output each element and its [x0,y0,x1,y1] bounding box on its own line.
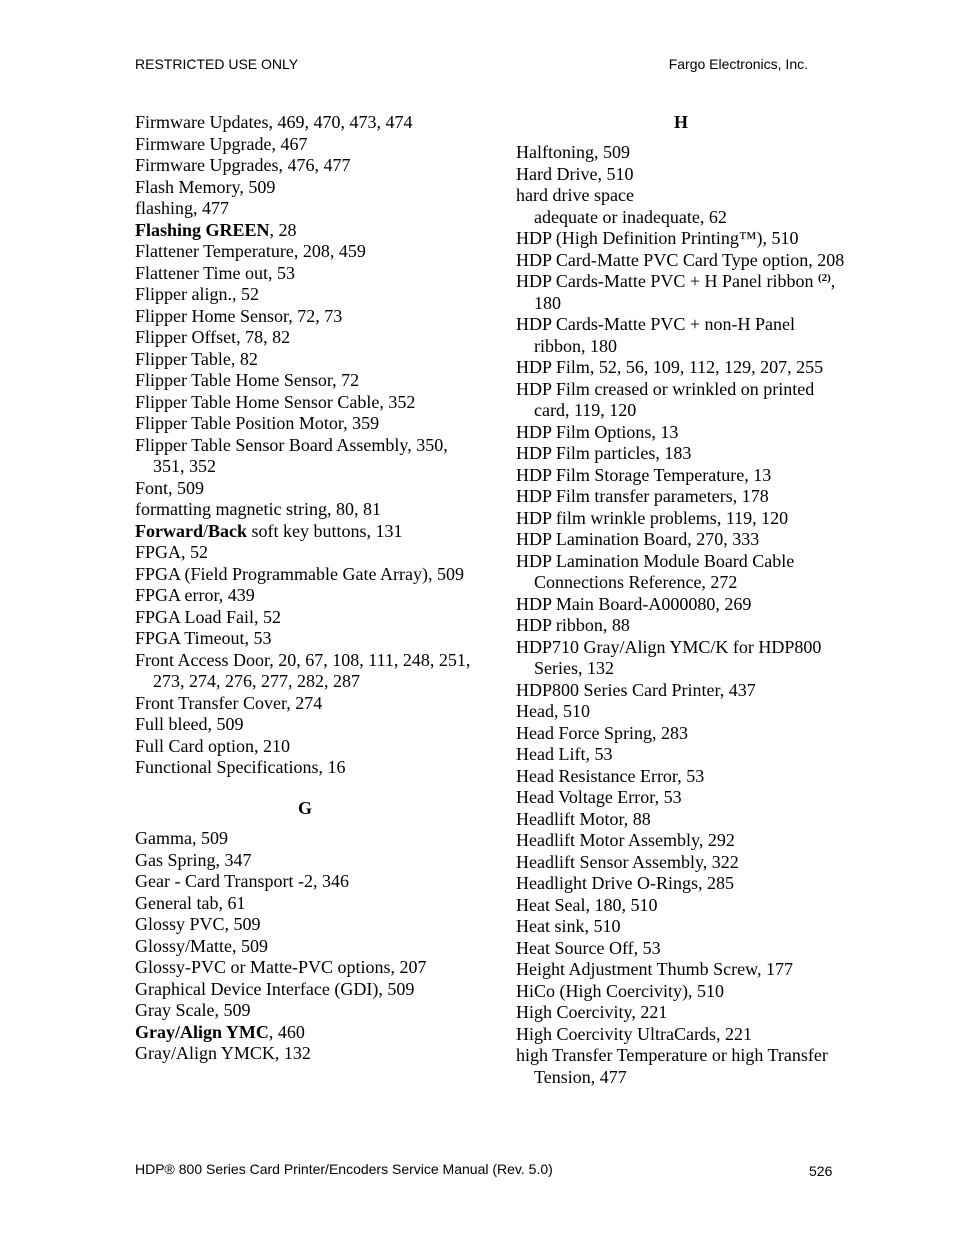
header-right: Fargo Electronics, Inc. [668,56,808,72]
index-entry: Flipper Table, 82 [135,348,258,369]
index-entry: Flipper Table Sensor Board Assembly, 350, 351, 352 [135,434,448,476]
index-entry: Head Resistance Error, 53 [516,765,705,786]
index-entry: Flattener Time out, 53 [135,262,296,283]
index-entry: Front Access Door, 20, 67, 108, 111, 248, 251, 273, 274, 276, 277, 282, 287 [135,649,471,691]
index-entry: Heat Seal, 180, 510 [516,894,658,915]
index-column-left [135,112,475,1065]
index-entry: HDP Film transfer parameters, 178 [516,486,769,506]
index-entry: Hard Drive, 510 [516,163,634,184]
index-entry: FPGA error, 439 [135,585,255,605]
index-entry: HDP Film Options, 13 [516,421,679,442]
index-entry: Full bleed, 509 [135,714,244,734]
entries-h2 [516,228,846,271]
index-entry: Heat sink, 510 [516,916,621,936]
index-entry: FPGA Load Fail, 52 [135,606,282,627]
index-entry: HDP Film Storage Temperature, 13 [516,464,772,485]
index-entry: HiCo (High Coercivity), 510 [516,980,724,1001]
index-entry: Head Voltage Error, 53 [516,787,682,807]
index-entry: Firmware Upgrade, 467 [135,133,308,154]
section-heading-h: H [673,112,688,132]
index-entry: flashing, 477 [135,198,229,218]
index-entry [135,1022,475,1044]
index-entry: HDP Card-Matte PVC Card Type option, 208 [516,249,845,270]
index-entry: FPGA Timeout, 53 [135,628,272,648]
entries-h3 [516,314,846,1088]
footer-title: HDP® 800 Series Card Printer/Encoders Service Manual (Rev. 5.0) [135,1161,553,1177]
index-entry: Gray/Align YMCK, 132 [135,1043,311,1063]
index-entry: Flattener Temperature, 208, 459 [135,241,366,261]
index-entry: Gray Scale, 509 [135,1000,251,1020]
entry-pages: soft key buttons, 131 [247,520,403,541]
bold-term: Forward [135,520,203,541]
index-entry: Gamma, 509 [135,828,228,848]
index-entry: Functional Specifications, 16 [135,757,346,777]
index-entry: Head Lift, 53 [516,744,613,764]
index-entry: Headlift Motor, 88 [516,808,651,829]
index-entry: HDP Lamination Module Board Cable Connections Reference, 272 [516,550,795,592]
index-entry: Gear - Card Transport -2, 346 [135,871,349,891]
index-entry: Font, 509 [135,477,205,498]
index-entry: High Coercivity, 221 [516,1002,668,1022]
section-heading-g: G [297,798,312,818]
separator: / [202,520,208,541]
index-entry: HDP800 Series Card Printer, 437 [516,679,756,700]
index-entry: Flash Memory, 509 [135,176,276,197]
index-entry: Head Force Spring, 283 [516,722,688,743]
index-entry: Graphical Device Interface (GDI), 509 [135,978,415,999]
index-entry: HDP710 Gray/Align YMC/K for HDP800 Series, 132 [516,636,822,678]
entries-g [135,828,475,1022]
footer-page-number: 526 [809,1163,833,1179]
index-entry: Head, 510 [516,701,590,721]
entry-term: HDP Cards-Matte PVC + H Panel ribbon [516,271,814,291]
index-entry: General tab, 61 [135,892,246,913]
index-entry: Height Adjustment Thumb Screw, 177 [516,959,793,979]
index-entry: hard drive space [516,185,634,205]
index-entry: Glossy-PVC or Matte-PVC options, 207 [135,957,427,977]
index-entry: formatting magnetic string, 80, 81 [135,499,381,519]
index-sub-entry: adequate or inadequate, 62 [534,206,727,227]
superscript-note: (2) [817,272,831,284]
index-entry: HDP Film, 52, 56, 109, 112, 129, 207, 255 [516,357,824,377]
index-entry: HDP Main Board-A000080, 269 [516,593,752,614]
entries-h1 [516,142,846,207]
entries-g2 [135,1043,475,1065]
index-entry: FPGA (Field Programmable Gate Array), 509 [135,563,464,584]
index-entry: Flipper Offset, 78, 82 [135,327,291,347]
bold-term: Flashing GREEN [135,219,270,240]
index-entry: HDP Film creased or wrinkled on printed card, 119, 120 [516,378,815,420]
index-entry: High Coercivity UltraCards, 221 [516,1023,752,1044]
index-entry: HDP ribbon, 88 [516,615,630,635]
entry-pages: , 28 [269,219,297,240]
index-entry: FPGA, 52 [135,542,209,562]
index-entry: Flipper Home Sensor, 72, 73 [135,305,343,326]
index-entry: Glossy PVC, 509 [135,914,261,934]
entries-f2 [135,241,475,521]
index-entry: Heat Source Off, 53 [516,937,661,958]
index-entry: Glossy/Matte, 509 [135,935,268,956]
index-entry: HDP film wrinkle problems, 119, 120 [516,507,789,528]
index-entry: HDP Cards-Matte PVC + non-H Panel ribbon, 180 [516,314,795,356]
bold-term: Back [208,520,248,541]
index-entry: Firmware Upgrades, 476, 477 [135,155,351,175]
index-entry: Flipper align., 52 [135,284,259,304]
entries-f3 [135,542,475,779]
index-entry: Headlift Sensor Assembly, 322 [516,851,739,872]
index-entry: Flipper Table Home Sensor, 72 [135,370,360,390]
index-entry: Headlight Drive O-Rings, 285 [516,873,734,893]
index-entry: Flipper Table Position Motor, 359 [135,413,380,433]
header-left: RESTRICTED USE ONLY [135,56,299,72]
index-entry: HDP (High Definition Printing™), 510 [516,228,799,248]
entry-pages: , 460 [268,1021,305,1042]
index-column-right [516,112,846,1088]
index-entry: Headlift Motor Assembly, 292 [516,830,735,850]
index-entry: Firmware Updates, 469, 470, 473, 474 [135,112,413,132]
index-entry: HDP Film particles, 183 [516,443,692,463]
index-entry: Front Transfer Cover, 274 [135,692,323,713]
entry-pages: , 180 [534,271,836,313]
index-entry [516,271,846,314]
entries-f [135,112,475,220]
index-entry [135,521,475,543]
index-entry: Flipper Table Home Sensor Cable, 352 [135,391,416,412]
index-entry: Gas Spring, 347 [135,849,252,870]
index-entry [135,220,475,242]
index-entry: Halftoning, 509 [516,142,630,162]
index-entry: Full Card option, 210 [135,735,291,756]
bold-term: Gray/Align YMC [135,1021,269,1042]
index-entry: high Transfer Temperature or high Transfer Tension, 477 [516,1045,828,1087]
index-entry: HDP Lamination Board, 270, 333 [516,529,760,549]
